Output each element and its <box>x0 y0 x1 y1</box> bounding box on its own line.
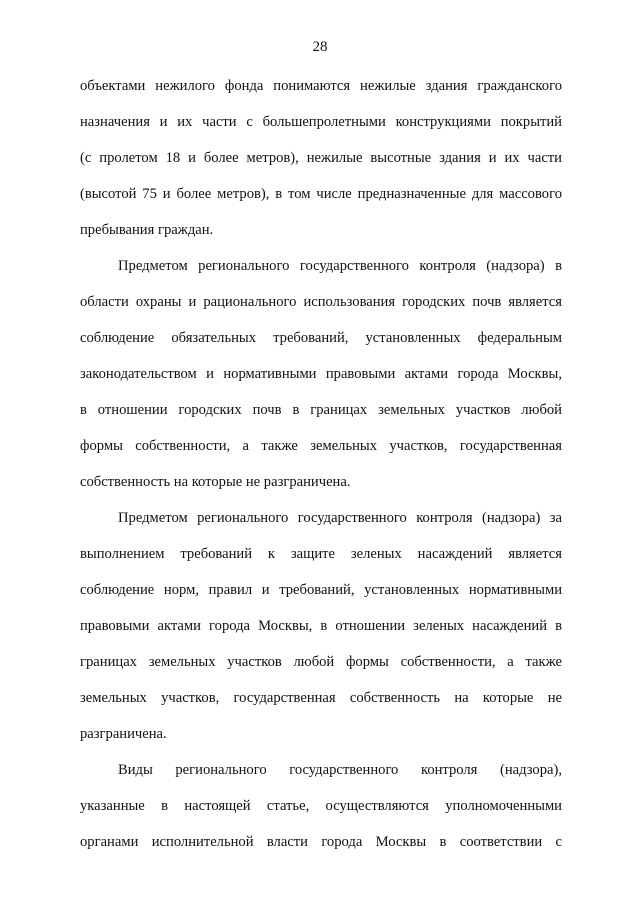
paragraph-2 <box>80 248 562 500</box>
text-line: области охраны и рационального использования городских почв является <box>80 294 562 310</box>
paragraph-3 <box>80 500 562 752</box>
paragraph-1 <box>80 68 562 248</box>
text-line: пребывания граждан. <box>80 222 214 238</box>
text-line: Виды регионального государственного контроля (надзора), <box>118 762 562 778</box>
text-line: законодательством и нормативными правовыми актами города Москвы, <box>80 366 562 382</box>
text-line: назначения и их части с большепролетными конструкциями покрытий <box>80 114 562 130</box>
text-line: объектами нежилого фонда понимаются нежилые здания гражданского <box>80 78 562 94</box>
text-line: соблюдение норм, правил и требований, установленных нормативными <box>80 582 562 598</box>
text-line: указанные в настоящей статье, осуществляются уполномоченными <box>80 798 562 814</box>
text-line: в отношении городских почв в границах земельных участков любой <box>80 402 562 418</box>
text-line: выполнением требований к защите зеленых насаждений является <box>80 546 562 562</box>
text-line: соблюдение обязательных требований, установленных федеральным <box>80 330 562 346</box>
text-line: Предметом регионального государственного контроля (надзора) за <box>118 510 562 526</box>
text-line: органами исполнительной власти города Москвы в соответствии с <box>80 834 562 850</box>
text-line: границах земельных участков любой формы собственности, а также <box>80 654 562 670</box>
text-line: земельных участков, государственная собственность на которые не <box>80 690 562 706</box>
body-text <box>80 68 562 860</box>
text-line: (высотой 75 и более метров), в том числе предназначенные для массового <box>80 186 562 202</box>
text-line: формы собственности, а также земельных участков, государственная <box>80 438 562 454</box>
text-line: собственность на которые не разграничена. <box>80 474 351 490</box>
text-line: разграничена. <box>80 726 167 742</box>
paragraph-4 <box>80 752 562 860</box>
text-line: (с пролетом 18 и более метров), нежилые высотные здания и их части <box>80 150 562 166</box>
page-number: 28 <box>312 39 328 55</box>
text-line: Предметом регионального государственного контроля (надзора) в <box>118 258 562 274</box>
text-line: правовыми актами города Москвы, в отношении зеленых насаждений в <box>80 618 562 634</box>
